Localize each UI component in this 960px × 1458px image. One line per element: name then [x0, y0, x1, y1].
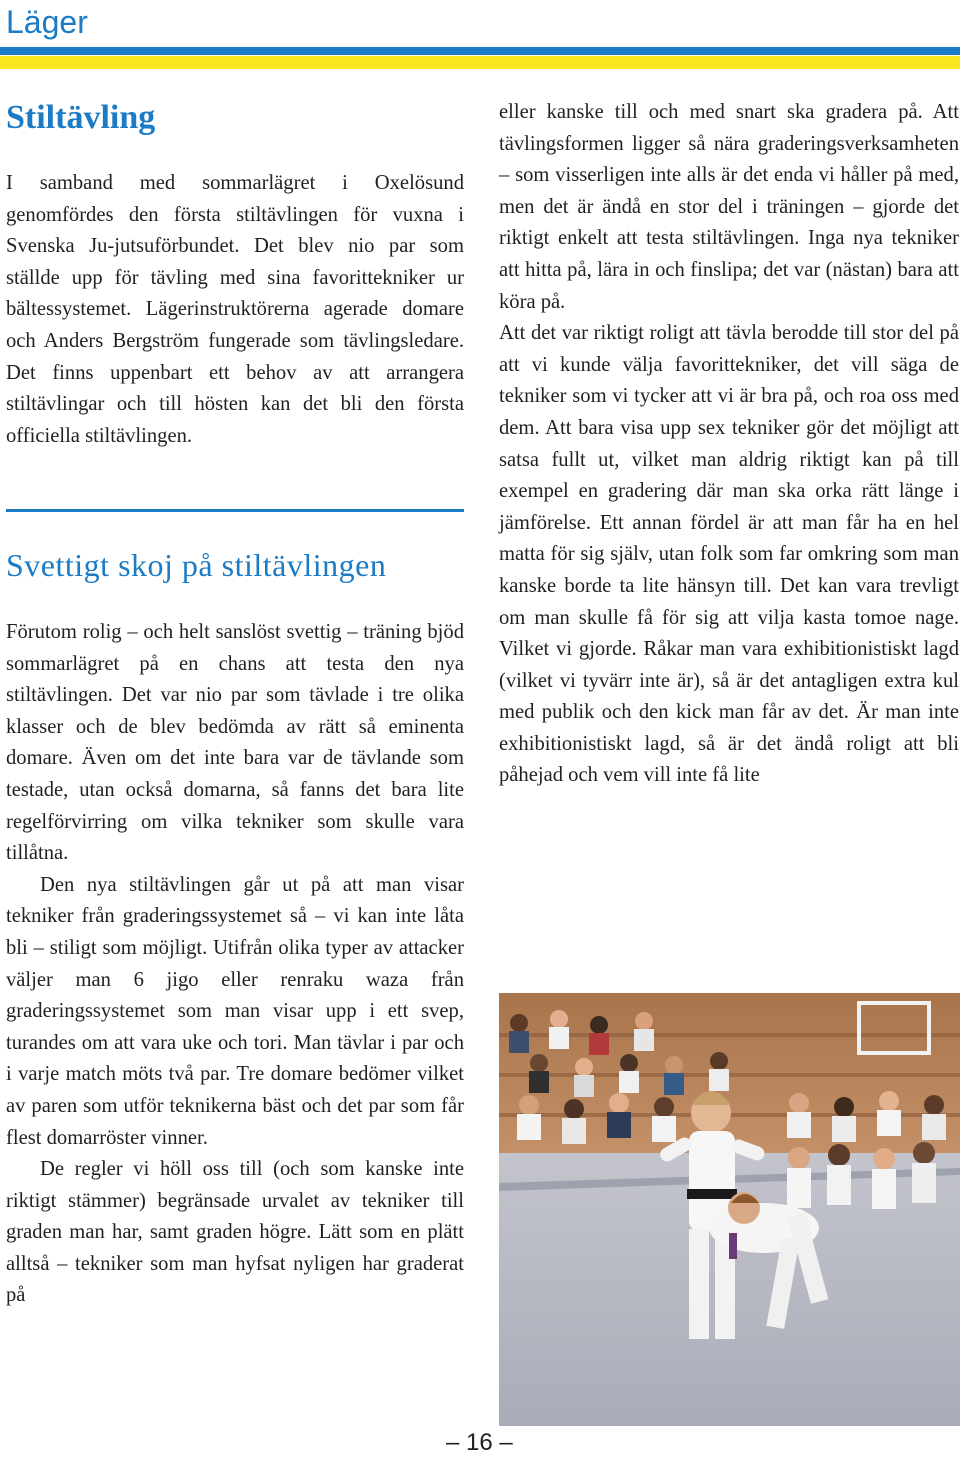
body-paragraph: eller kanske till och med snart ska gradera på. Att tävlingsformen ligger så nära graderingsverksamheten – som visserligen inte alls är det enda vi håller på med, men det är ändå en stor del i träningen – gjorde det riktigt enkelt att testa stiltävlingen. Inga nya tekniker att hitta på, lära in och finslipa; det var (nästan) bara att köra på.: [499, 101, 959, 313]
article-title: Stiltävling: [6, 99, 156, 136]
body-paragraph: Att det var riktigt roligt att tävla berodde till stor del på att vi kunde välja favorittekniker, det vill säga de tekniker som vi tycker att vi är bra på, och roa oss med dem. Att bara visa upp sex tekniker gör det möjligt att satsa fullt ut, vilket man aldrig riktigt kan på till exempel en gradering där man ska orka rätt länge i jämförelse. Ett annan fördel är att man får ha en hel matta för sig själv, utan folk som far omkring som man kanske borde ta lite hänsyn till. Det kan vara trevligt om man skulle få för sig att vilja kasta tomoe nage. Vilket vi gjorde. Råkar man vara exhibitionistiskt lagd (vilket vi tyvärr inte är), så är det antagligen extra kul med publik och den kick man får av det. Är man inte exhibitionistiskt lagd, så är det ändå roligt att bli påhejad och vem vill inte få lite: [499, 322, 959, 787]
page-number: – 16 –: [446, 1429, 513, 1456]
photo-illustration: [499, 993, 960, 1426]
body-paragraph: De regler vi höll oss till (och som kanske inte riktigt stämmer) begränsade urvalet av tekniker till graden man har, samt graden högre. Lätt som en plätt alltså – tekniker som man hyfsat nyligen har graderat på: [6, 1158, 464, 1307]
body-paragraph: Förutom rolig – och helt sanslöst svettig – träning bjöd sommarlägret på en chans att testa den nya stiltävlingen. Det var nio par som tävlade i tre olika klasser och de blev bedömda av rätt så eminenta domare. Även om det inte bara var de tävlande som testade, utan också domarna, så fanns det bara lite regelförvirring om vilka tekniker som skulle vara tillåtna.: [6, 621, 464, 865]
section-divider: [6, 509, 464, 512]
jujutsu-match-photo: [499, 993, 960, 1426]
article-body-right: [499, 97, 959, 792]
article-intro: [6, 168, 464, 452]
header-stripe-blue: [0, 47, 960, 55]
article-body-left: [6, 617, 464, 1312]
header-stripe-yellow: [0, 56, 960, 69]
article-subtitle: Svettigt skoj på stiltävlingen: [6, 547, 387, 583]
intro-paragraph: I samband med sommarlägret i Oxelösund genomfördes den första stiltävlingen för vuxna i Svenska Ju-jutsuförbundet. Det blev nio par som ställde upp för tävling med sina favorittekniker ur bältessystemet. Lägerinstruktörerna agerade domare och Anders Bergström fungerade som tävlingsledare. Det finns uppenbart ett behov av att arrangera stiltävlingar och till hösten kan det bli den första officiella stiltävlingen.: [6, 172, 464, 447]
section-label: Läger: [6, 4, 88, 40]
body-paragraph: Den nya stiltävlingen går ut på att man visar tekniker från graderingssystemet så – vi kan inte låta bli – stiligt som möjligt. Utifrån olika typer av attacker väljer man 6 jigo eller renraku waza från graderingssystemet som man visar upp i ett svep, turandes om att vara uke och tori. Man tävlar i par och i varje match möts två par. Tre domare bedömer vilket av paren som utför teknikerna bäst och det par som får flest domarröster vinner.: [6, 873, 464, 1149]
